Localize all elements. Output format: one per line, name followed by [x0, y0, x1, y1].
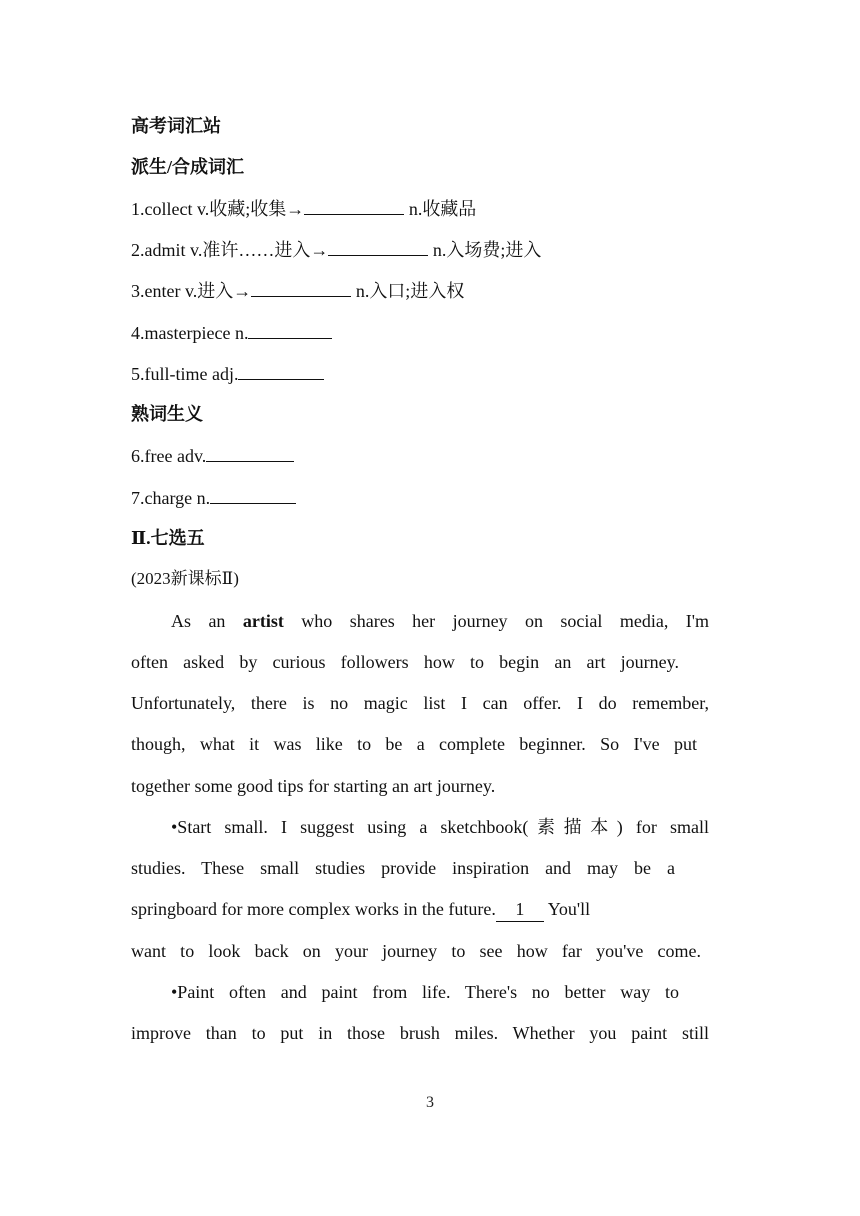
question-blank-1[interactable]: 1: [496, 897, 544, 922]
paragraph-2-line-4: want to look back on your journey to see how far you've come.: [131, 941, 701, 961]
bold-word: artist: [242, 611, 284, 631]
vocab-item-3: 3.enter v.进入→ n.入口;进入权: [131, 278, 464, 303]
vocab-item-5: 5.full-time adj.: [131, 361, 324, 386]
paragraph-1-line-1: As an artist who shares her journey on social media, I'm: [171, 611, 710, 631]
vocab-item-7: 7.charge n.: [131, 485, 296, 510]
page-number: 3: [426, 1094, 434, 1111]
paragraph-2-line-3: springboard for more complex works in the future. 1 You'll: [131, 897, 590, 922]
answer-blank[interactable]: [328, 237, 428, 256]
vocab-item-1: 1.collect v.收藏;收集→ n.收藏品: [131, 196, 476, 221]
answer-blank[interactable]: [206, 443, 294, 462]
paragraph-2-line-1: •Start small. I suggest using a sketchbook(素描本) for small: [171, 817, 709, 837]
paragraph-1-line-5: together some good tips for starting an art journey.: [131, 776, 496, 796]
vocab-item-4: 4.masterpiece n.: [131, 320, 332, 345]
reading-source: (2023新课标Ⅱ): [131, 569, 239, 588]
vocab-heading: 高考词汇站: [131, 116, 221, 136]
paragraph-1-line-4: though, what it was like to be a complete beginner. So I've put: [131, 734, 697, 754]
paragraph-1-line-3: Unfortunately, there is no magic list I can offer. I do remember,: [131, 693, 709, 713]
answer-blank[interactable]: [238, 361, 324, 380]
paragraph-3-line-1: •Paint often and paint from life. There's no better way to: [171, 982, 679, 1002]
reading-heading: Ⅱ.七选五: [131, 528, 205, 548]
paragraph-1-line-2: often asked by curious followers how to begin an art journey.: [131, 652, 679, 672]
section-new-meanings: 熟词生义: [131, 404, 203, 424]
answer-blank[interactable]: [210, 485, 296, 504]
vocab-item-2: 2.admit v.准许……进入→ n.入场费;进入: [131, 237, 541, 262]
paragraph-3-line-2: improve than to put in those brush miles. Whether you paint still: [131, 1023, 709, 1043]
answer-blank[interactable]: [304, 196, 404, 215]
vocab-item-6: 6.free adv.: [131, 443, 294, 468]
section-derived-words: 派生/合成词汇: [131, 157, 245, 177]
paragraph-2-line-2: studies. These small studies provide inspiration and may be a: [131, 858, 675, 878]
answer-blank[interactable]: [251, 278, 351, 297]
answer-blank[interactable]: [248, 320, 332, 339]
